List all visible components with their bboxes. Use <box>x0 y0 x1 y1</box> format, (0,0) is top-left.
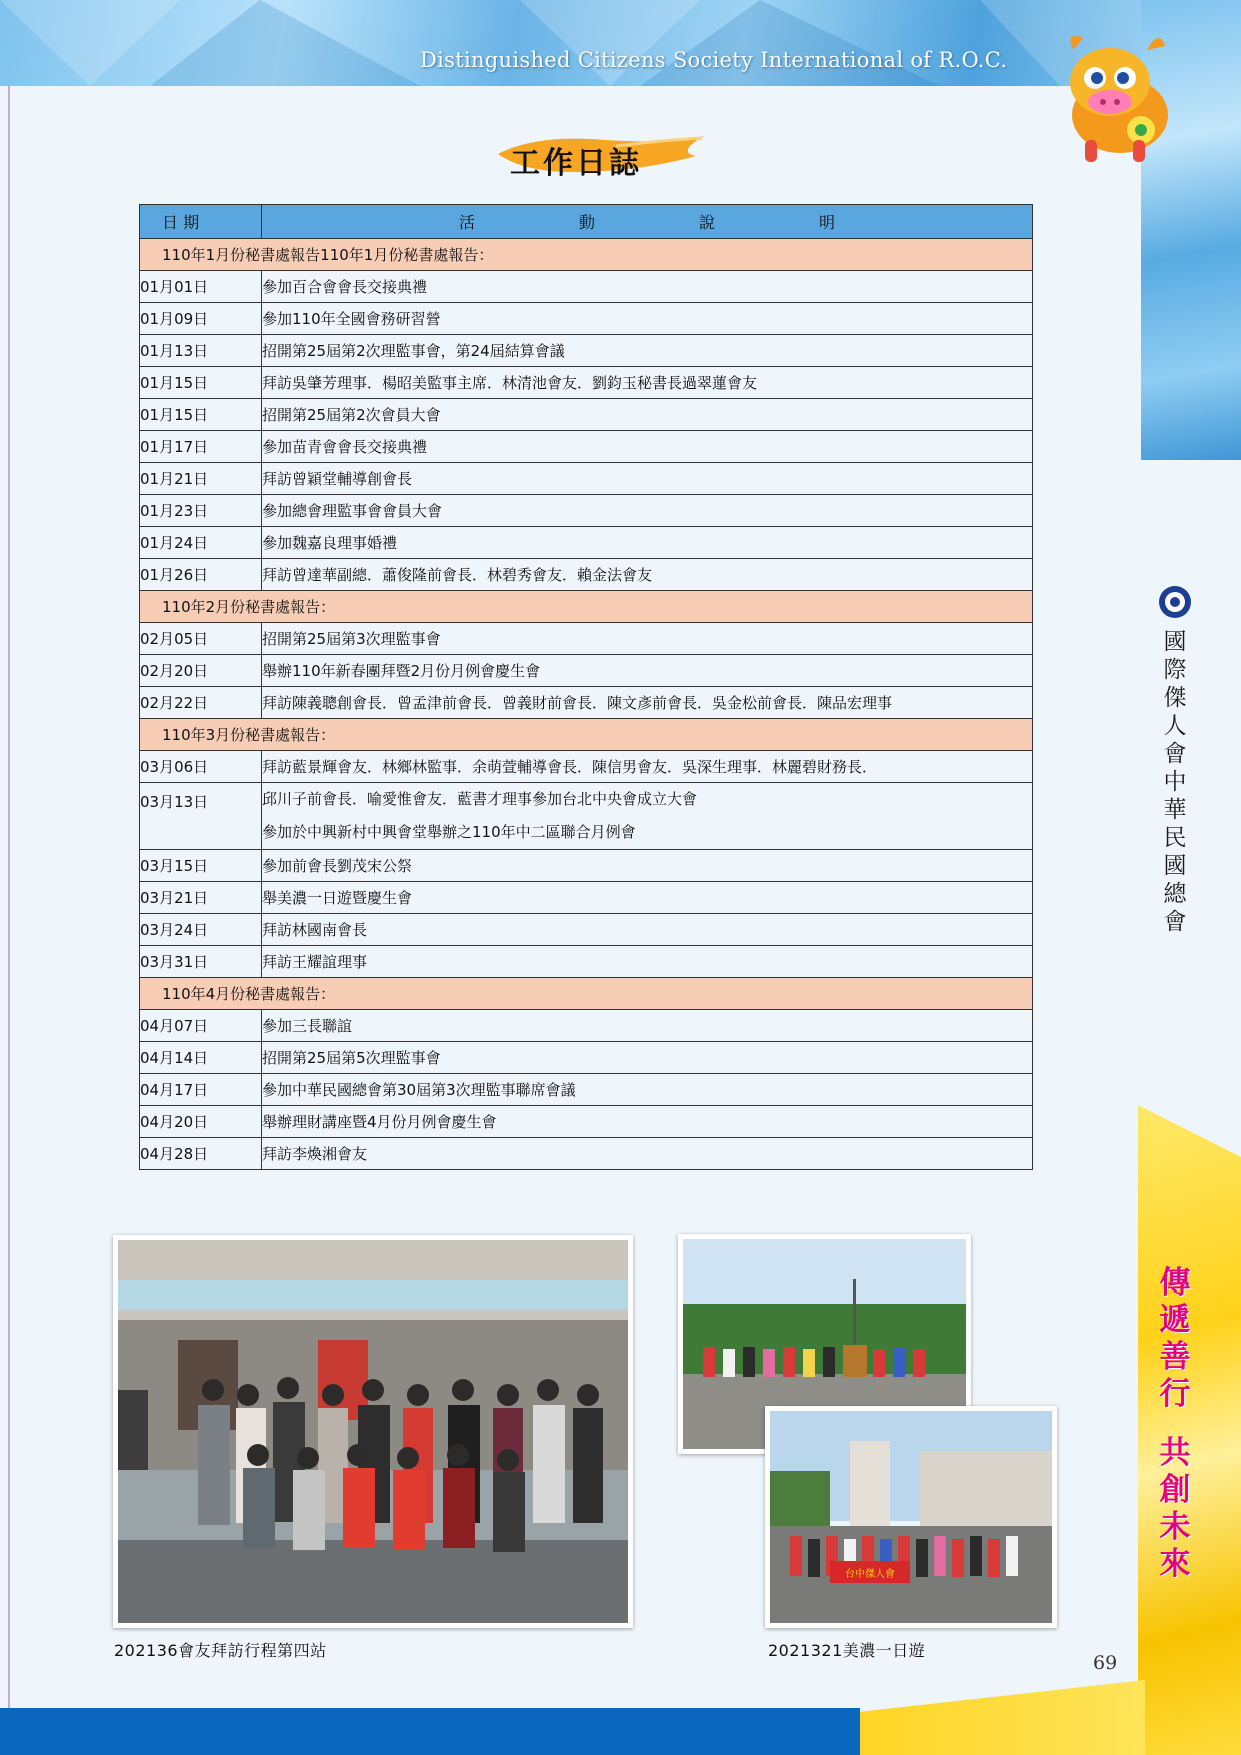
row-description: 招開第25屆第3次理監事會 <box>262 623 1033 655</box>
row-date: 02月22日 <box>140 687 262 719</box>
column-header-description: 活 動 說 明 <box>262 205 1033 239</box>
row-description: 拜訪曾達華副總．蕭俊隆前會長．林碧秀會友．賴金法會友 <box>262 559 1033 591</box>
row-description: 參加中華民國總會第30屆第3次理監事聯席會議 <box>262 1074 1033 1106</box>
row-date: 03月13日 <box>140 783 262 850</box>
row-description: 舉辦理財講座暨4月份月例會慶生會 <box>262 1106 1033 1138</box>
table-body <box>140 239 1033 1170</box>
row-date: 01月24日 <box>140 527 262 559</box>
row-description: 舉美濃一日遊暨慶生會 <box>262 882 1033 914</box>
group-banner-text: 台中傑人會 <box>845 1569 895 1580</box>
table-row <box>140 850 1033 882</box>
month-header-row <box>140 591 1033 623</box>
table-row <box>140 1138 1033 1170</box>
row-description: 參加魏嘉良理事婚禮 <box>262 527 1033 559</box>
month-header-row <box>140 978 1033 1010</box>
row-date: 03月31日 <box>140 946 262 978</box>
row-date: 02月20日 <box>140 655 262 687</box>
month-header-row <box>140 239 1033 271</box>
row-description: 參加110年全國會務研習營 <box>262 303 1033 335</box>
row-description: 拜訪藍景輝會友．林鄉林監事．余萌萱輔導會長．陳信男會友．吳深生理事．林麗碧財務長． <box>262 751 1033 783</box>
table-row <box>140 495 1033 527</box>
banner-pattern <box>0 0 1141 86</box>
month-header-label: 110年4月份秘書處報告： <box>140 978 1033 1010</box>
row-description: 舉辦110年新春團拜暨2月份月例會慶生會 <box>262 655 1033 687</box>
slogan-line-2: 共創未來 <box>1159 1435 1191 1582</box>
table-row <box>140 1042 1033 1074</box>
row-description: 拜訪曾穎堂輔導創會長 <box>262 463 1033 495</box>
table-row <box>140 783 1033 850</box>
photo-street-group <box>765 1406 1057 1628</box>
society-emblem-icon <box>1158 585 1192 619</box>
table-row <box>140 335 1033 367</box>
row-date: 03月21日 <box>140 882 262 914</box>
table-row <box>140 687 1033 719</box>
table-row <box>140 303 1033 335</box>
work-log-table <box>139 204 1033 1170</box>
table-row <box>140 623 1033 655</box>
row-description: 拜訪林國南會長 <box>262 914 1033 946</box>
row-date: 01月23日 <box>140 495 262 527</box>
table-row <box>140 463 1033 495</box>
table-row <box>140 1074 1033 1106</box>
row-description: 招開第25屆第5次理監事會 <box>262 1042 1033 1074</box>
row-date: 01月15日 <box>140 399 262 431</box>
row-date: 01月26日 <box>140 559 262 591</box>
row-description-line-2: 參加於中興新村中興會堂舉辦之110年中二區聯合月例會 <box>262 823 636 841</box>
caption-right: 2021321美濃一日遊 <box>768 1641 926 1660</box>
table-row <box>140 431 1033 463</box>
table-row <box>140 882 1033 914</box>
page-title-block <box>496 118 706 188</box>
slogan-line-1: 傳遞善行 <box>1159 1265 1191 1412</box>
page-title: 工作日誌 <box>510 146 642 181</box>
row-date: 01月21日 <box>140 463 262 495</box>
row-date: 04月20日 <box>140 1106 262 1138</box>
row-description: 招開第25屆第2次會員大會 <box>262 399 1033 431</box>
row-date: 03月06日 <box>140 751 262 783</box>
top-banner <box>0 0 1141 86</box>
row-description: 參加百合會會長交接典禮 <box>262 271 1033 303</box>
row-date: 01月13日 <box>140 335 262 367</box>
row-date: 02月05日 <box>140 623 262 655</box>
row-description: 參加苗青會會長交接典禮 <box>262 431 1033 463</box>
table-row <box>140 655 1033 687</box>
column-header-date: 日 期 <box>140 205 262 239</box>
month-header-row <box>140 719 1033 751</box>
table-header-row <box>140 205 1033 239</box>
table-row <box>140 271 1033 303</box>
table-row <box>140 527 1033 559</box>
side-org-name: 國際傑人會中華民國總會 <box>1163 629 1187 935</box>
cow-mascot-icon <box>1055 20 1185 170</box>
row-description: 拜訪吳肇芳理事．楊昭美監事主席．林清池會友．劉鈞玉秘書長過翠蓮會友 <box>262 367 1033 399</box>
month-header-label: 110年1月份秘書處報告110年1月份秘書處報告： <box>140 239 1033 271</box>
side-slogan <box>1158 1265 1192 1583</box>
table-row <box>140 1010 1033 1042</box>
table-row <box>140 399 1033 431</box>
table-row <box>140 1106 1033 1138</box>
row-description: 招開第25屆第2次理監事會，第24屆結算會議 <box>262 335 1033 367</box>
row-date: 04月07日 <box>140 1010 262 1042</box>
row-date: 03月24日 <box>140 914 262 946</box>
month-header-label: 110年2月份秘書處報告： <box>140 591 1033 623</box>
row-description <box>262 783 1033 850</box>
banner-title: Distinguished Citizens Society International of R.O.C. <box>420 48 1008 72</box>
table-row <box>140 946 1033 978</box>
photo-group-visit <box>113 1235 633 1628</box>
table-row <box>140 914 1033 946</box>
caption-left: 202136會友拜訪行程第四站 <box>114 1641 327 1660</box>
table-row <box>140 367 1033 399</box>
row-description-line-1: 邱川子前會長．喻愛惟會友．藍書才理事參加台北中央會成立大會 <box>262 790 698 808</box>
row-date: 04月28日 <box>140 1138 262 1170</box>
month-header-label: 110年3月份秘書處報告： <box>140 719 1033 751</box>
table-row <box>140 751 1033 783</box>
row-date: 01月09日 <box>140 303 262 335</box>
row-description: 拜訪陳義聰創會長．曾孟津前會長．曾義財前會長．陳文彥前會長．吳金松前會長．陳品宏理事 <box>262 687 1033 719</box>
row-description: 拜訪王耀誼理事 <box>262 946 1033 978</box>
left-margin-rule <box>8 0 10 1755</box>
row-date: 04月14日 <box>140 1042 262 1074</box>
row-date: 04月17日 <box>140 1074 262 1106</box>
row-date: 03月15日 <box>140 850 262 882</box>
row-description: 參加前會長劉茂宋公祭 <box>262 850 1033 882</box>
page-number: 69 <box>1093 1652 1118 1674</box>
row-date: 01月15日 <box>140 367 262 399</box>
row-description: 參加三長聯誼 <box>262 1010 1033 1042</box>
row-date: 01月17日 <box>140 431 262 463</box>
row-description: 拜訪李煥湘會友 <box>262 1138 1033 1170</box>
row-description: 參加總會理監事會會員大會 <box>262 495 1033 527</box>
bottom-blue-bar <box>0 1708 860 1755</box>
row-date: 01月01日 <box>140 271 262 303</box>
table-row <box>140 559 1033 591</box>
